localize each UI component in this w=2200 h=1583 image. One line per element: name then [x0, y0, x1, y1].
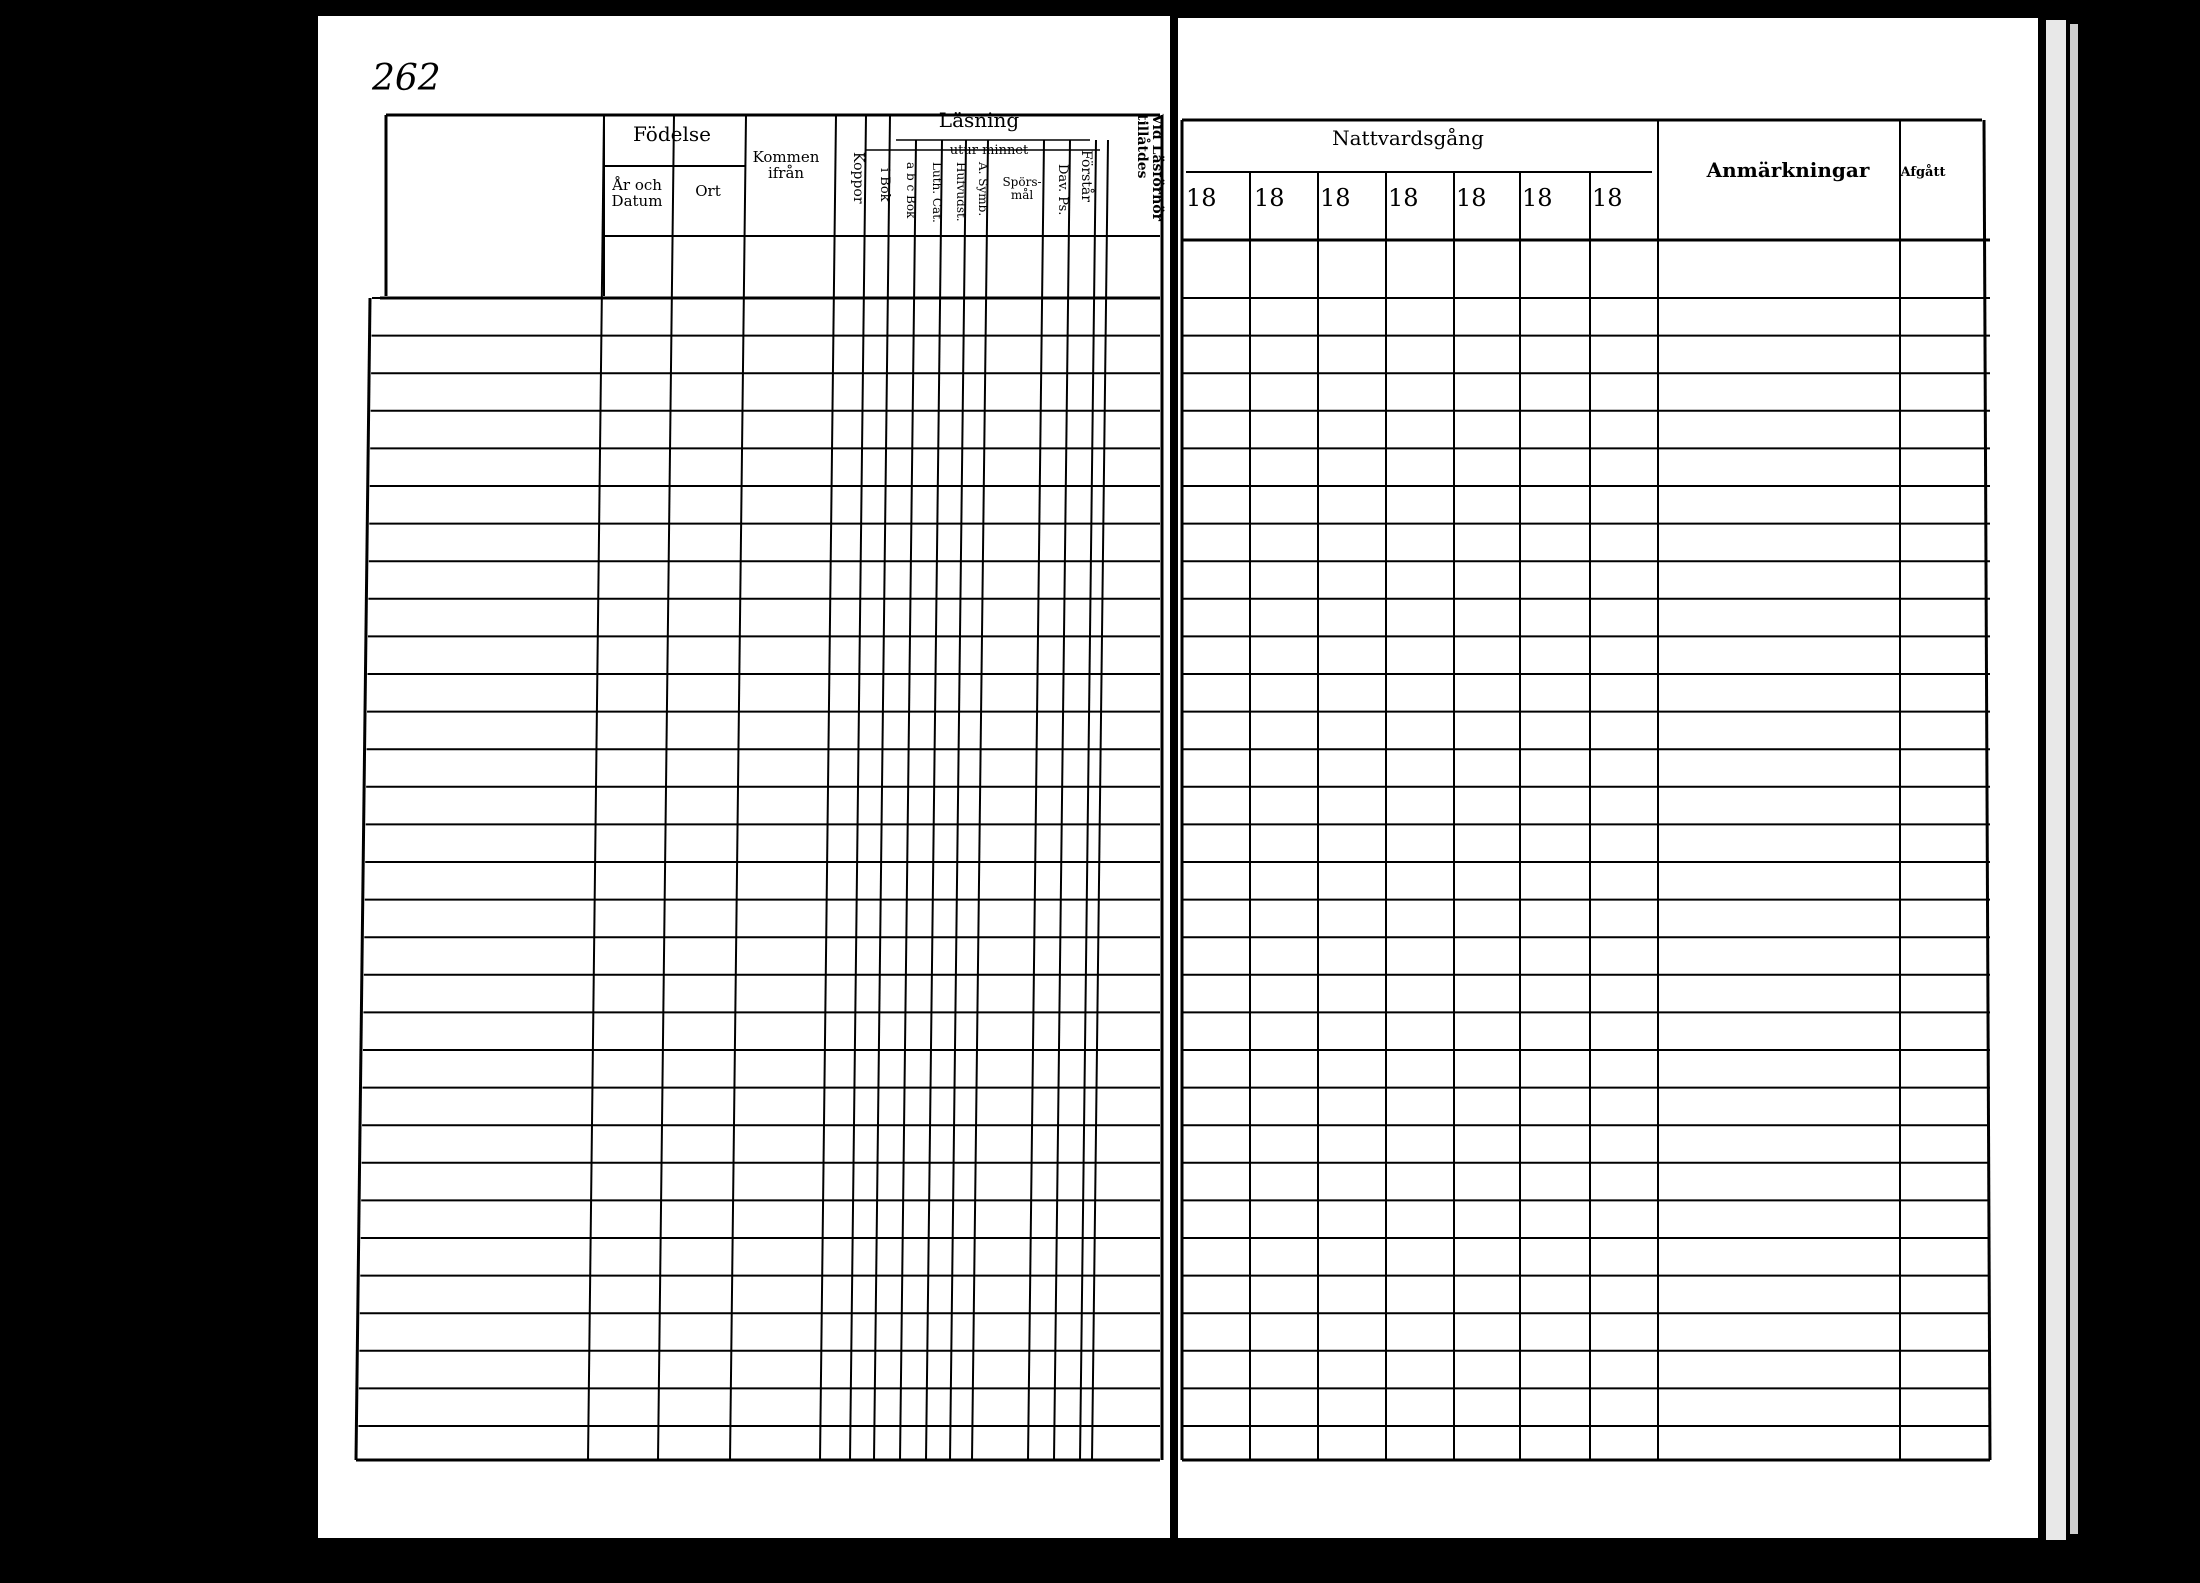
col-line [972, 140, 988, 1460]
col-line [926, 140, 942, 1460]
year-prefix-1: 18 [1186, 184, 1217, 212]
header-vid-lasforhor-line1: Vid Läsförhör [1149, 114, 1165, 222]
header-ar-och-datum-line1: År och [612, 176, 662, 194]
header-sporsmal-line1: Spörs- [1002, 175, 1042, 189]
col-line [950, 140, 966, 1460]
page-number: 262 [372, 58, 441, 99]
header-anmarkningar: Anmärkningar [1706, 158, 1870, 182]
header-luth-cat: Luth. Cat. [930, 162, 944, 223]
year-prefix-6: 18 [1522, 184, 1553, 212]
header-nattvardsgang: Nattvardsgång [1332, 126, 1484, 150]
col-line [1028, 140, 1044, 1460]
header-dav-ps: Dav. Ps. [1055, 164, 1070, 216]
header-ar-och-datum [604, 178, 670, 210]
header-abc-bok: a b c Bok [904, 162, 918, 219]
header-lasning: Läsning [938, 108, 1020, 132]
header-vid-lasforhor-line2: tillåtdes [1133, 114, 1150, 179]
header-hufvudst: Hufvudst. [954, 162, 968, 222]
header-vid-lasforhor [1133, 114, 1164, 221]
header-forstar: Förstår [1078, 150, 1094, 202]
col-line [900, 140, 916, 1460]
year-prefix-7: 18 [1592, 184, 1623, 212]
year-prefix-2: 18 [1254, 184, 1285, 212]
left-frame-left-lower [356, 298, 370, 1460]
header-sporsmal-line2: mål [1010, 187, 1034, 202]
header-kommen-line2: ifrån [767, 163, 805, 182]
header-kommen-ifran [752, 150, 820, 182]
year-prefix-3: 18 [1320, 184, 1351, 212]
header-ort: Ort [695, 182, 721, 200]
col-line [1054, 140, 1070, 1460]
header-utur-minnet: utur minnet [949, 143, 1029, 158]
header-koppor: Koppor [850, 152, 866, 204]
header-a-symb: A. Symb. [976, 162, 990, 217]
header-sporsmal [996, 176, 1048, 201]
header-afgatt: Afgått [1900, 165, 1946, 180]
header-i-bok: i Bok [877, 168, 892, 202]
header-kommen-line1: Kommen [752, 148, 820, 166]
year-prefix-5: 18 [1456, 184, 1487, 212]
year-prefix-4: 18 [1388, 184, 1419, 212]
right-frame-right [1984, 120, 1990, 1460]
header-ar-och-datum-line2: Datum [611, 191, 663, 210]
header-fodelse: Födelse [633, 122, 711, 146]
